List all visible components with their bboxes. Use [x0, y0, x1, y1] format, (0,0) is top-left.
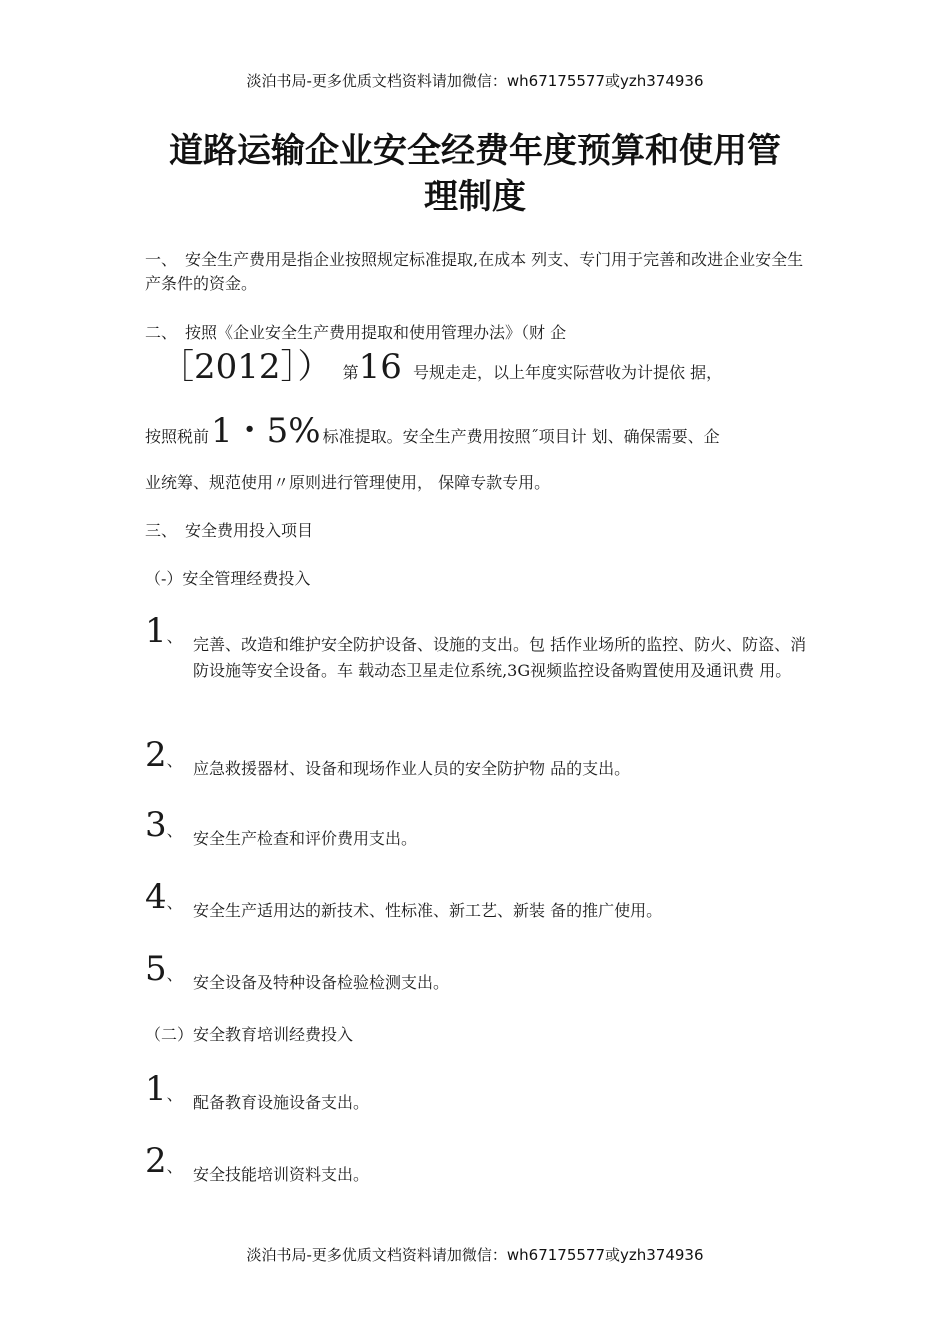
rate-value: 1・5% — [211, 411, 321, 451]
paragraph-2-line-3-rest: 标准提取。安全生产费用按照˝项目计 划、确保需要、企 — [322, 427, 720, 446]
item-text: 完善、改造和维护安全防护设备、设施的支出。包 括作业场所的监控、防火、防盗、消防设施等安全设备。车 载动态卫星走位系统,3G视频监控设备购置使用及通讯费 用。 — [193, 635, 807, 680]
item-number: 2、 — [145, 1141, 183, 1181]
paragraph-2-line-2 — [160, 347, 825, 387]
pre-rate-text: 按照税前 — [145, 427, 210, 446]
list-item — [145, 611, 810, 684]
subsection-1-heading: （-）安全管理经费投入 — [145, 569, 311, 588]
paragraph-1: 一、 安全生产费用是指企业按照规定标准提取,在成本 列支、专门用于完善和改进企业安全生产条件的资金。 — [145, 250, 804, 293]
paragraph-2-line-2-rest: 号规走走，以上年度实际营收为计提依 据， — [413, 363, 723, 382]
header-note: 淡泊书局-更多优质文档资料请加微信：wh67175577或yzh374936 — [246, 72, 704, 90]
number-16: 16 — [358, 347, 402, 387]
di-label: 第 — [342, 363, 359, 382]
item-text: 安全生产检查和评价费用支出。 — [193, 829, 418, 848]
list-item — [145, 1141, 810, 1188]
document-title — [120, 128, 830, 220]
title-line-2: 理制度 — [424, 177, 526, 217]
paragraph-2-line-3 — [145, 411, 810, 451]
title-line-1: 道路运输企业安全经费年度预算和使用管 — [169, 131, 781, 171]
list-item — [145, 1069, 810, 1116]
paragraph-2-line-4: 业统筹、规范使用〃原则进行管理使用， 保障专款专用。 — [145, 473, 551, 492]
list-item — [145, 805, 810, 852]
item-text: 安全技能培训资料支出。 — [193, 1165, 370, 1184]
item-number: 3、 — [145, 805, 183, 845]
item-text: 配备教育设施设备支出。 — [193, 1093, 370, 1112]
list-item — [145, 949, 810, 996]
subsection-2-heading: （二）安全教育培训经费投入 — [145, 1025, 354, 1044]
paragraph-2-line-1: 二、 按照《企业安全生产费用提取和使用管理办法》（财 企 — [145, 323, 567, 342]
item-text: 安全生产适用达的新技术、性标准、新工艺、新装 备的推广使用。 — [193, 901, 663, 920]
item-number: 4、 — [145, 877, 183, 917]
item-number: 2、 — [145, 735, 183, 775]
item-number: 1、 — [145, 611, 183, 651]
year-reference: ［2012］） — [160, 347, 332, 387]
item-text: 安全设备及特种设备检验检测支出。 — [193, 973, 450, 992]
item-text: 应急救援器材、设备和现场作业人员的安全防护物 品的支出。 — [193, 759, 631, 778]
item-number: 1、 — [145, 1069, 183, 1109]
item-number: 5、 — [145, 949, 183, 989]
list-item — [145, 735, 810, 782]
section-3-heading: 三、 安全费用投入项目 — [145, 521, 314, 540]
footer-note: 淡泊书局-更多优质文档资料请加微信：wh67175577或yzh374936 — [246, 1246, 704, 1264]
list-item — [145, 877, 810, 924]
